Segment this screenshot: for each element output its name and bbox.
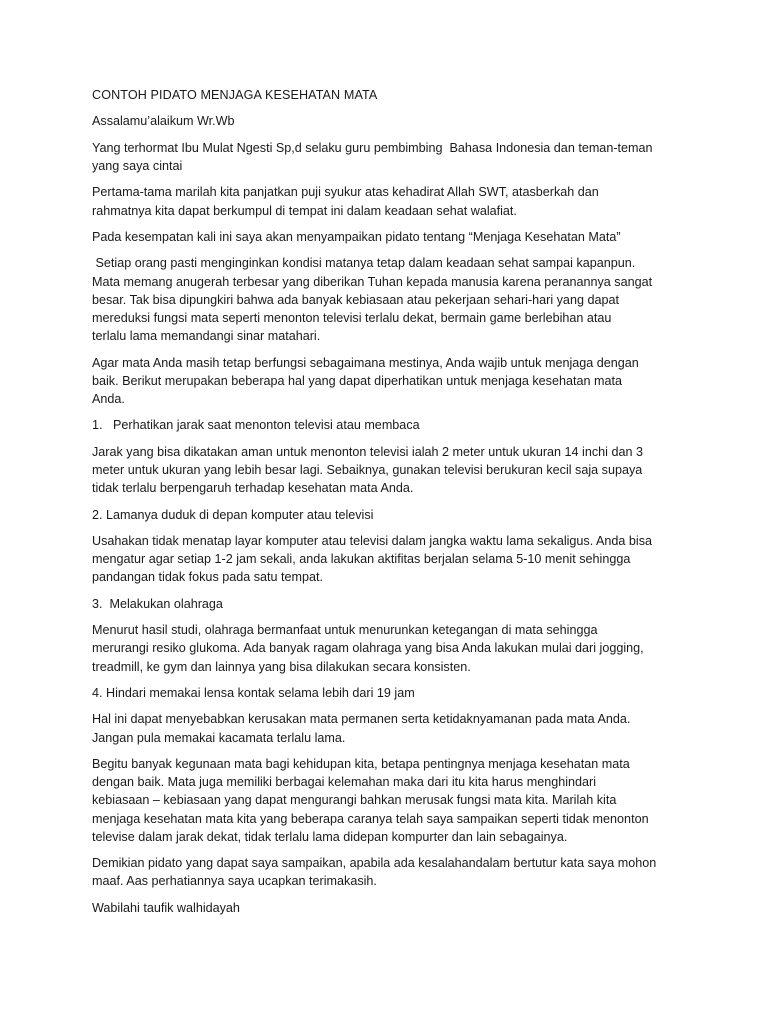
paragraph-line: Setiap orang pasti menginginkan kondisi matanya tetap dalam keadaan sehat sampai kapanpun. [92,256,636,271]
paragraph-line: Jangan pula memakai kacamata terlalu lama. [92,730,346,745]
paragraph-line: Anda. [92,391,125,406]
paragraph-line: Mata memang anugerah terbesar yang diberikan Tuhan kepada manusia karena peranannya sangat [92,274,653,289]
paragraph-line: Demikian pidato yang dapat saya sampaikan, apabila ada kesalahandalam bertutur kata saya mohon [92,856,657,871]
greeting [92,112,708,130]
paragraph-line: 2. Lamanya duduk di depan komputer atau televisi [92,507,374,522]
paragraph-line: 4. Hindari memakai lensa kontak selama lebih dari 19 jam [92,685,415,700]
paragraph-line: baik. Berikut merupakan beberapa hal yang dapat diperhatikan untuk menjaga kesehatan mata [92,373,622,388]
paragraph [92,899,708,917]
paragraph-line: Jarak yang bisa dikatakan aman untuk menonton televisi ialah 2 meter untuk ukuran 14 inchi dan 3 [92,444,643,459]
paragraph [92,710,708,746]
document-title [92,86,708,104]
paragraph-line: 3. Melakukan olahraga [92,596,223,611]
paragraph-line: yang saya cintai [92,158,183,173]
paragraph-line: meter untuk ukuran yang lebih besar lagi. Sebaiknya, gunakan televisi berukuran kecil saja supaya [92,462,643,477]
paragraph-line: Hal ini dapat menyebabkan kerusakan mata permanen serta ketidaknyamanan pada mata Anda. [92,712,631,727]
paragraph [92,354,708,409]
title-line: CONTOH PIDATO MENJAGA KESEHATAN MATA [92,88,378,102]
paragraph-line: merurangi resiko glukoma. Ada banyak ragam olahraga yang bisa Anda lakukan mulai dari jogging, [92,641,644,656]
paragraph-line: mengatur agar setiap 1-2 jam sekali, anda lakukan aktifitas berjalan selama 5-10 menit sehingga [92,552,631,567]
paragraph-line: 1. Perhatikan jarak saat menonton televisi atau membaca [92,418,420,433]
paragraph [92,755,708,846]
paragraph-line: pandangan tidak fokus pada satu tempat. [92,570,324,585]
paragraph-line: Pada kesempatan kali ini saya akan menyampaikan pidato tentang “Menjaga Kesehatan Mata” [92,229,621,244]
paragraph-line: Menurut hasil studi, olahraga bermanfaat untuk menurunkan ketegangan di mata sehingga [92,623,598,638]
paragraph [92,254,708,345]
paragraph [92,139,708,175]
paragraph-line: Usahakan tidak menatap layar komputer atau televisi dalam jangka waktu lama sekaligus. Anda bisa [92,533,653,548]
paragraph [92,228,708,246]
paragraph-line: besar. Tak bisa dipungkiri bahwa ada banyak kebiasaan atau pekerjaan sehari-hari yang dapat [92,292,619,307]
paragraph [92,532,708,587]
paragraph [92,416,708,434]
paragraph-line: menjaga kesehatan mata kita yang beberapa caranya telah saya sampaikan seperti tidak menonton [92,811,649,826]
paragraph-line: maaf. Aas perhatiannya saya ucapkan terimakasih. [92,874,377,889]
paragraph [92,183,708,219]
paragraph-line: televise dalam jarak dekat, tidak terlalu lama didepan kompurter dan lain sebagainya. [92,829,568,844]
paragraph-line: rahmatnya kita dapat berkumpul di tempat ini dalam keadaan sehat walafiat. [92,203,517,218]
paragraph [92,595,708,613]
paragraph-line: mereduksi fungsi mata seperti menonton televisi terlalu dekat, bermain game berlebihan atau [92,310,612,325]
paragraph-line: treadmill, ke gym dan lainnya yang bisa dilakukan secara konsisten. [92,659,471,674]
paragraph-line: kebiasaan – kebiasaan yang dapat mengurangi bahkan merusak fungsi mata kita. Marilah kita [92,793,617,808]
paragraph-line: Wabilahi taufik walhidayah [92,900,240,915]
paragraph-line: Agar mata Anda masih tetap berfungsi sebagaimana mestinya, Anda wajib untuk menjaga dengan [92,355,639,370]
paragraph-line: dengan baik. Mata juga memiliki berbagai kelemahan maka dari itu kita harus menghindari [92,775,597,790]
paragraph [92,621,708,676]
paragraph [92,506,708,524]
paragraph-line: terlalu lama memandangi sinar matahari. [92,329,321,344]
paragraph-line: tidak terlalu berpengaruh terhadap kesehatan mata Anda. [92,481,414,496]
paragraph [92,443,708,498]
body-paragraphs [92,139,708,917]
paragraph-line: Pertama-tama marilah kita panjatkan puji syukur atas kehadirat Allah SWT, atasberkah dan [92,185,599,200]
paragraph [92,684,708,702]
greeting-line: Assalamu’alaikum Wr.Wb [92,114,235,129]
paragraph-line: Begitu banyak kegunaan mata bagi kehidupan kita, betapa pentingnya menjaga kesehatan mata [92,756,630,771]
paragraph-line: Yang terhormat Ibu Mulat Ngesti Sp,d selaku guru pembimbing Bahasa Indonesia dan teman-teman [92,140,653,155]
paragraph [92,854,708,890]
